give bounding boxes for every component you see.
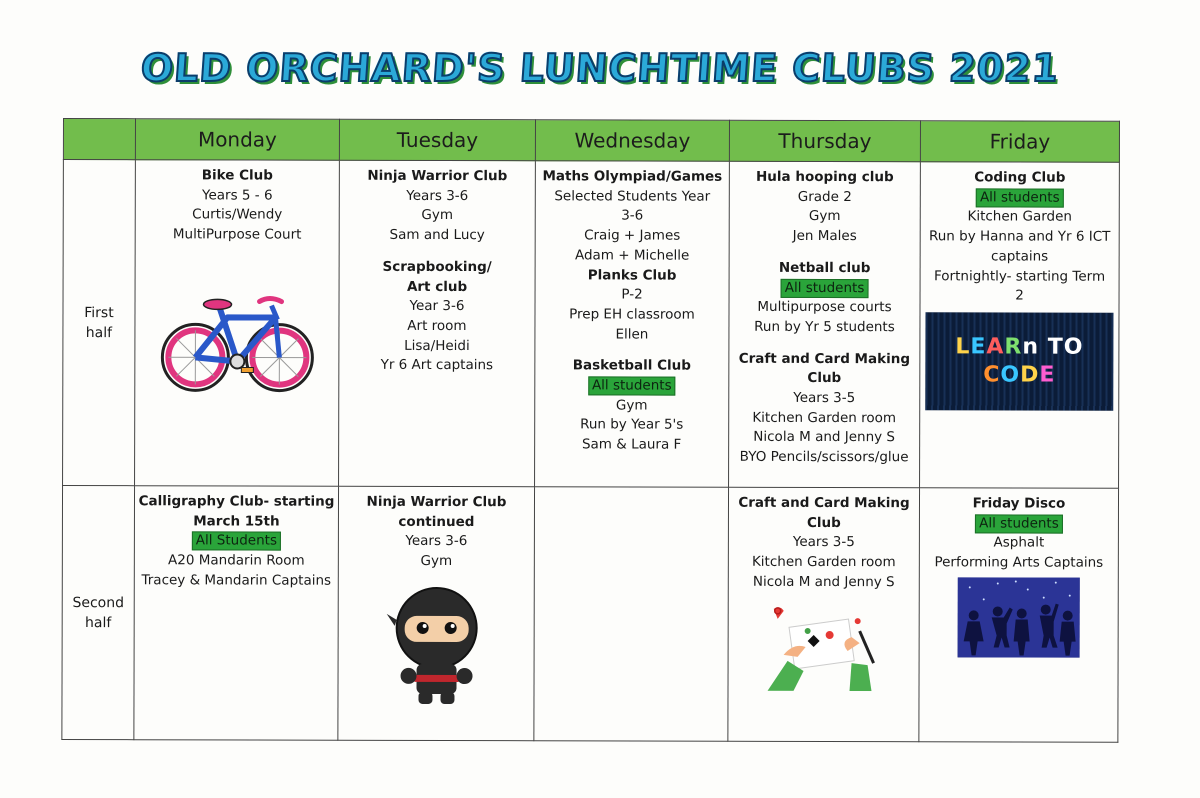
header-row xyxy=(63,119,1119,163)
all-students-badge: All students xyxy=(781,278,869,297)
club-staff: Lisa/Heidi xyxy=(404,337,470,354)
club-name: Scrapbooking/ xyxy=(382,258,492,275)
day-header-wednesday: Wednesday xyxy=(535,120,729,162)
club-name-continued: March 15th xyxy=(193,513,280,530)
club-years: Years 3-6 xyxy=(406,187,469,204)
club-staff: Nicola M and Jenny S xyxy=(752,573,895,590)
club-name: Friday Disco xyxy=(972,495,1066,512)
club-staff: Sam & Laura F xyxy=(581,436,682,453)
club-run-by: Run by Hanna and Yr 6 ICT xyxy=(928,228,1111,245)
club-location: Gym xyxy=(615,397,648,414)
club-name: Craft and Card Making xyxy=(738,350,911,367)
club-name-continued: Art club xyxy=(406,278,468,295)
cell-wednesday-second-half xyxy=(534,487,729,742)
club-location: Kitchen Garden room xyxy=(751,553,896,571)
day-header-tuesday: Tuesday xyxy=(339,119,535,161)
club-run-by: Run by Year 5's xyxy=(580,416,684,434)
club-staff: Adam + Michelle xyxy=(574,247,690,264)
learn-to-code-image xyxy=(925,312,1113,410)
cell-thursday-second-half xyxy=(728,487,920,741)
cell-friday-first-half xyxy=(920,162,1120,489)
club-location: Asphalt xyxy=(993,534,1045,551)
club-years: P-2 xyxy=(621,286,643,303)
disco-dancers-icon xyxy=(958,577,1080,657)
club-years: Grade 2 xyxy=(797,188,852,205)
club-name: Kitchen Garden xyxy=(967,208,1073,226)
all-students-badge: All students xyxy=(976,188,1064,207)
ninja-icon xyxy=(384,580,488,708)
club-location: Gym xyxy=(808,208,841,225)
cell-monday-first-half xyxy=(135,160,340,487)
club-eligibility: Selected Students Year xyxy=(554,187,711,205)
club-location: Art room xyxy=(407,317,467,334)
club-name: Calligraphy Club- starting xyxy=(138,493,335,510)
day-header-friday: Friday xyxy=(920,121,1119,163)
club-name-continued: Club xyxy=(807,370,842,387)
club-years: Years 3-5 xyxy=(792,534,855,551)
club-staff: Performing Arts Captains xyxy=(934,554,1104,571)
club-name: Maths Olympiad/Games xyxy=(542,168,723,185)
club-name: Netball club xyxy=(778,259,871,276)
club-helpers: Yr 6 Art captains xyxy=(380,357,494,374)
all-students-badge: All students xyxy=(588,376,676,395)
club-location: Multipurpose courts xyxy=(757,299,892,316)
club-location: Prep EH classroom xyxy=(569,306,695,323)
club-years: Years 3-5 xyxy=(793,389,856,407)
cell-friday-second-half xyxy=(919,488,1119,743)
club-name-continued: Club xyxy=(807,514,841,531)
club-name: Hula hooping club xyxy=(755,168,894,186)
club-staff: Ellen xyxy=(615,326,649,343)
cell-thursday-first-half xyxy=(729,161,921,487)
club-staff: Craig + James xyxy=(584,227,681,244)
club-name-continued: continued xyxy=(398,513,475,530)
craft-hands-icon xyxy=(764,600,884,690)
club-eligibility-continued: 3-6 xyxy=(621,207,644,224)
day-header-monday: Monday xyxy=(135,119,339,161)
corner-cell xyxy=(63,119,135,160)
code-image-line-1: LEARn TO xyxy=(955,334,1084,360)
club-staff: Curtis/Wendy xyxy=(192,206,283,223)
club-name: Ninja Warrior Club xyxy=(366,493,507,511)
clubs-timetable xyxy=(61,118,1120,743)
cell-tuesday-second-half xyxy=(338,486,535,741)
cell-tuesday-first-half xyxy=(339,160,536,487)
row-label-text: Second half xyxy=(72,594,125,631)
club-staff: Sam and Lucy xyxy=(389,226,485,244)
day-header-thursday: Thursday xyxy=(729,120,920,161)
club-staff: Jen Males xyxy=(792,228,857,245)
club-location: Gym xyxy=(420,553,453,570)
club-run-by: Run by Yr 5 students xyxy=(754,318,895,336)
page-title: OLD ORCHARD'S LUNCHTIME CLUBS 2021 xyxy=(139,46,1061,90)
club-location: Kitchen Garden room xyxy=(752,409,897,426)
club-location: A20 Mandarin Room xyxy=(168,552,305,569)
club-staff: Nicola M and Jenny S xyxy=(753,429,896,446)
club-years: Years 3-6 xyxy=(405,533,468,550)
club-run-by-continued: captains xyxy=(991,248,1049,265)
cell-monday-second-half xyxy=(134,486,339,741)
row-label-second-half xyxy=(62,486,135,740)
club-schedule-continued: 2 xyxy=(1015,287,1024,304)
all-students-badge: All students xyxy=(975,514,1063,533)
club-staff: Tracey & Mandarin Captains xyxy=(141,572,332,589)
club-location: Gym xyxy=(421,207,454,224)
club-schedule: Fortnightly- starting Term xyxy=(934,267,1106,285)
club-years: Year 3-6 xyxy=(409,298,465,315)
club-name: Bike Club xyxy=(201,167,273,184)
club-name: Coding Club xyxy=(974,169,1066,186)
club-name: Ninja Warrior Club xyxy=(367,167,508,185)
club-years: Years 5 - 6 xyxy=(201,187,273,204)
all-students-badge: All Students xyxy=(192,532,281,551)
code-image-line-2: CODE xyxy=(983,362,1056,388)
club-location: MultiPurpose Court xyxy=(172,226,302,243)
club-name: Basketball Club xyxy=(572,357,691,374)
second-half-row xyxy=(62,486,1119,743)
row-label-text: First half xyxy=(84,304,114,341)
club-requirements: BYO Pencils/scissors/glue xyxy=(739,448,909,466)
bicycle-icon xyxy=(157,285,317,400)
row-label-first-half xyxy=(63,160,136,486)
first-half-row xyxy=(63,160,1120,489)
cell-wednesday-first-half xyxy=(535,161,730,488)
club-name: Planks Club xyxy=(587,266,677,284)
club-name: Craft and Card Making xyxy=(738,494,910,512)
